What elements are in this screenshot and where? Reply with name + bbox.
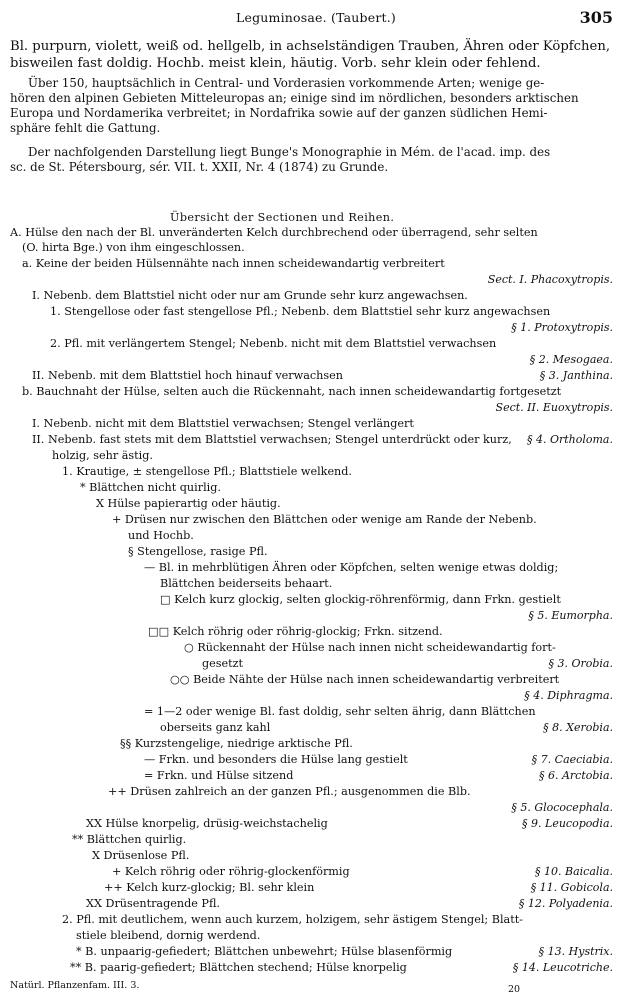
section-reference: § 1. Protoxytropis. <box>511 321 613 334</box>
section-reference: § 13. Hystrix. <box>538 945 613 958</box>
key-line: ** Blättchen quirlig. <box>72 833 187 846</box>
section-reference: Sect. II. Euoxytropis. <box>495 401 613 414</box>
intro-line: sc. de St. Pétersbourg, sér. VII. t. XXII, Nr. 4 (1874) zu Grunde. <box>10 160 389 174</box>
key-line: II. Nebenb. mit dem Blattstiel hoch hinauf verwachsen <box>32 369 343 382</box>
key-line: X Hülse papierartig oder häutig. <box>96 497 281 510</box>
page-number: 305 <box>579 8 613 27</box>
key-line: holzig, sehr ästig. <box>52 449 153 462</box>
section-reference: § 4. Ortholoma. <box>526 433 613 446</box>
key-line: — Bl. in mehrblütigen Ähren oder Köpfchen, selten wenige etwas doldig; <box>144 561 559 574</box>
section-reference: § 12. Polyadenia. <box>518 897 613 910</box>
key-line: b. Bauchnaht der Hülse, selten auch die Rückennaht, nach innen scheidewandartig fortgesetzt <box>22 385 562 398</box>
section-reference: § 6. Arctobia. <box>538 769 613 782</box>
intro-line: sphäre fehlt die Gattung. <box>10 121 161 135</box>
section-reference: § 11. Gobicola. <box>530 881 613 894</box>
key-line: § Stengellose, rasige Pfl. <box>128 545 268 558</box>
key-line: gesetzt <box>202 657 244 670</box>
intro-line: Der nachfolgenden Darstellung liegt Bunge's Monographie in Mém. de l'acad. imp. des <box>28 145 551 159</box>
running-header <box>0 8 631 30</box>
key-line: I. Nebenb. dem Blattstiel nicht oder nur am Grunde sehr kurz angewachsen. <box>32 289 468 302</box>
key-line: □ Kelch kurz glockig, selten glockig-röhrenförmig, dann Frkn. gestielt <box>160 593 561 606</box>
key-line: 2. Pfl. mit deutlichem, wenn auch kurzem, holzigem, sehr ästigem Stengel; Blatt- <box>62 913 523 926</box>
key-line: Blättchen beiderseits behaart. <box>160 577 333 590</box>
key-line: a. Keine der beiden Hülsennähte nach innen scheidewandartig verbreitert <box>22 257 445 270</box>
section-reference: § 9. Leucopodia. <box>522 817 613 830</box>
key-line: I. Nebenb. nicht mit dem Blattstiel verwachsen; Stengel verlängert <box>32 417 414 430</box>
key-line: □□ Kelch röhrig oder röhrig-glockig; Frkn. sitzend. <box>148 625 443 638</box>
section-title: Übersicht der Sectionen und Reihen. <box>170 211 395 224</box>
key-line: ++ Drüsen zahlreich an der ganzen Pfl.; ausgenommen die Blb. <box>108 785 471 798</box>
section-reference: § 3. Orobia. <box>548 657 613 670</box>
key-line: (O. hirta Bge.) von ihm eingeschlossen. <box>22 241 245 254</box>
key-line: — Frkn. und besonders die Hülse lang gestielt <box>144 753 408 766</box>
footer-signature: 20 <box>508 984 521 995</box>
key-line: XX Hülse knorpelig, drüsig-weichstachelig <box>86 817 328 830</box>
footer-source: Natürl. Pflanzenfam. III. 3. <box>10 980 140 991</box>
section-reference: § 14. Leucotriche. <box>512 961 613 974</box>
key-line: X Drüsenlose Pfl. <box>92 849 190 862</box>
section-reference: § 10. Baicalia. <box>535 865 613 878</box>
intro-line: Über 150, hauptsächlich in Central- und Vorderasien vorkommende Arten; wenige ge- <box>28 76 545 90</box>
section-reference: § 5. Glococephala. <box>511 801 613 814</box>
key-line: stiele bleibend, dornig werdend. <box>76 929 261 942</box>
key-line: 2. Pfl. mit verlängertem Stengel; Nebenb. nicht mit dem Blattstiel verwachsen <box>50 337 497 350</box>
section-reference: § 5. Eumorpha. <box>528 609 613 622</box>
key-line: + Drüsen nur zwischen den Blättchen oder wenige am Rande der Nebenb. <box>112 513 537 526</box>
intro-line: bisweilen fast doldig. Hochb. meist klein, häutig. Vorb. sehr klein oder fehlend. <box>10 56 541 71</box>
key-line: ○○ Beide Nähte der Hülse nach innen scheidewandartig verbreitert <box>170 673 560 686</box>
key-line: = Frkn. und Hülse sitzend <box>144 769 294 782</box>
intro-line: hören den alpinen Gebieten Mitteleuropas an; einige sind im nördlichen, besonders arktischen <box>10 91 579 105</box>
key-line: II. Nebenb. fast stets mit dem Blattstiel verwachsen; Stengel unterdrückt oder kurz, <box>32 433 512 446</box>
key-line: = 1—2 oder wenige Bl. fast doldig, sehr selten ährig, dann Blättchen <box>144 705 536 718</box>
key-line: ** B. paarig-gefiedert; Blättchen stechend; Hülse knorpelig <box>70 961 407 974</box>
key-line: 1. Stengellose oder fast stengellose Pfl.; Nebenb. dem Blattstiel sehr kurz angewachsen <box>50 305 551 318</box>
intro-line: Bl. purpurn, violett, weiß od. hellgelb, in achselständigen Trauben, Ähren oder Köpfchen, <box>10 39 611 54</box>
section-reference: § 2. Mesogaea. <box>529 353 613 366</box>
key-line: §§ Kurzstengelige, niedrige arktische Pfl. <box>120 737 353 750</box>
section-reference: § 4. Diphragma. <box>524 689 613 702</box>
key-line: ○ Rückennaht der Hülse nach innen nicht scheidewandartig fort- <box>184 641 556 654</box>
key-line: A. Hülse den nach der Bl. unveränderten Kelch durchbrechend oder überragend, sehr selten <box>10 226 538 239</box>
key-line: * Blättchen nicht quirlig. <box>80 481 221 494</box>
section-reference: Sect. I. Phacoxytropis. <box>487 273 613 286</box>
running-title: Leguminosae. (Taubert.) <box>236 10 396 25</box>
section-reference: § 3. Janthina. <box>539 369 613 382</box>
key-line: oberseits ganz kahl <box>160 721 271 734</box>
section-reference: § 7. Caeciabia. <box>531 753 613 766</box>
intro-line: Europa und Nordamerika verbreitet; in Nordafrika sowie auf der ganzen südlichen Hemi- <box>10 106 548 120</box>
key-line: ++ Kelch kurz-glockig; Bl. sehr klein <box>104 881 315 894</box>
section-reference: § 8. Xerobia. <box>543 721 613 734</box>
key-line: 1. Krautige, ± stengellose Pfl.; Blattstiele welkend. <box>62 465 352 478</box>
key-line: und Hochb. <box>128 529 194 542</box>
key-line: + Kelch röhrig oder röhrig-glockenförmig <box>112 865 350 878</box>
key-line: XX Drüsentragende Pfl. <box>86 897 220 910</box>
key-line: * B. unpaarig-gefiedert; Blättchen unbewehrt; Hülse blasenförmig <box>76 945 453 958</box>
